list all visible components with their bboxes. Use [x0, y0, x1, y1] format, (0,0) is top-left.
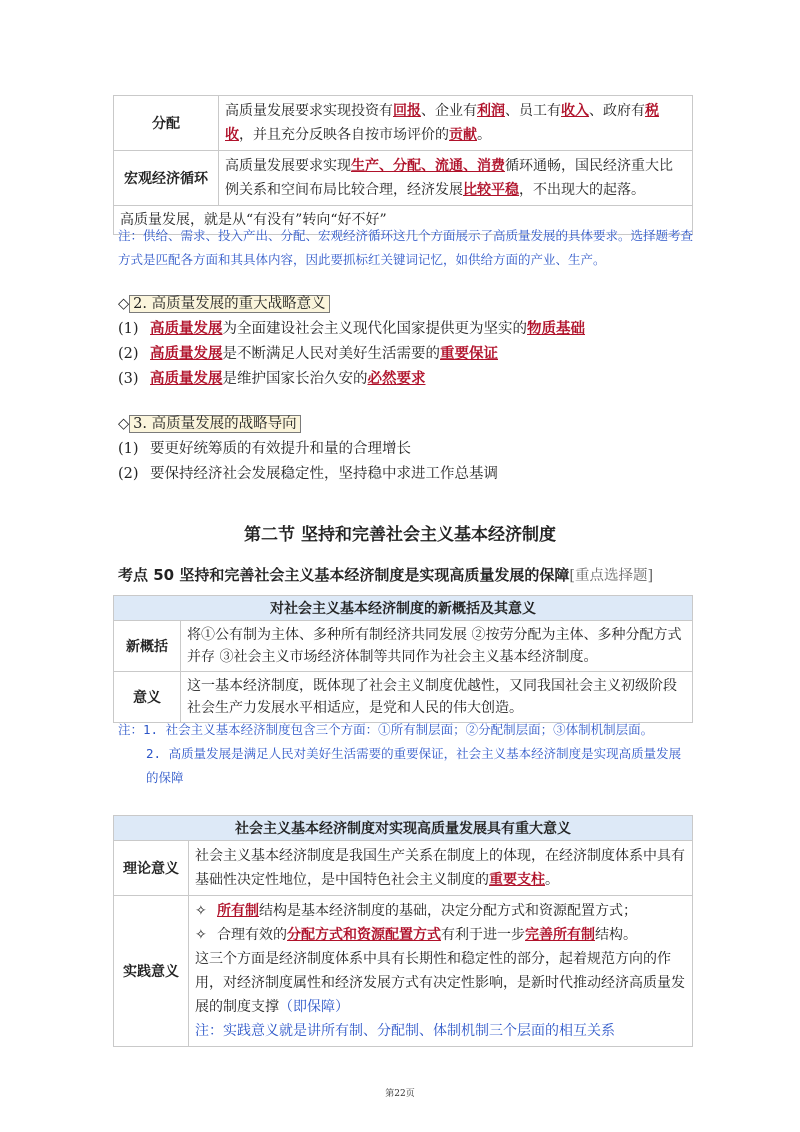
practice-paragraph: 这三个方面是经济制度体系中具有长期性和稳定性的部分，起着规范方向的作用，对经济制度属性和经济发展方式有决定性影响，是新时代推动经济高质量发展的制度支撑（即保障）: [195, 951, 685, 1015]
row-label: 宏观经济循环: [114, 151, 219, 206]
table-row: [114, 96, 693, 151]
table-summary: 高质量发展，就是从“有没有”转向“好不好”: [114, 206, 693, 235]
note-2: [118, 718, 693, 790]
row-content: 高质量发展要求实现生产、分配、流通、消费循环通畅，国民经济重大比例关系和空间布局比较合理，经济发展比较平稳，不出现大的起落。: [219, 151, 693, 206]
row-content: 高质量发展要求实现投资有回报、企业有利润、员工有收入、政府有税收，并且充分反映各自按市场评价的贡献。: [219, 96, 693, 151]
table-row: [114, 151, 693, 206]
row-label: 分配: [114, 96, 219, 151]
section-title-box: 2. 高质量发展的重大战略意义: [129, 295, 329, 313]
note-2-line-2: 2. 高质量发展是满足人民对美好生活需要的重要保证，社会主义基本经济制度是实现高质量发展的保障: [146, 746, 682, 785]
row-label: 实践意义: [114, 896, 189, 1047]
row-content: [189, 896, 693, 1047]
practice-note: 注：实践意义就是讲所有制、分配制、体制机制三个层面的相互关系: [195, 1023, 615, 1039]
row-label: 新概括: [114, 621, 181, 672]
row-content: 将①公有制为主体、多种所有制经济共同发展 ②按劳分配为主体、多种分配方式并存 ③社会主义市场经济体制等共同作为社会主义基本经济制度。: [181, 621, 693, 672]
kaodian-title: 考点 50 坚持和完善社会主义基本经济制度是实现高质量发展的保障[重点选择题]: [118, 566, 654, 584]
bullet-item: ✧ 合理有效的分配方式和资源配置方式有利于进一步完善所有制结构。: [195, 923, 686, 947]
requirements-table: [113, 95, 693, 235]
note-2-line-1: 注：1. 社会主义基本经济制度包含三个方面：①所有制层面；②分配制层面；③体制机制层面。: [118, 722, 654, 737]
row-content: 社会主义基本经济制度是我国生产关系在制度上的体现，在经济制度体系中具有基础性决定性地位，是中国特色社会主义制度的重要支柱。: [189, 841, 693, 896]
table-row: [114, 896, 693, 1047]
table-row: [114, 621, 693, 672]
section-title-box: 3. 高质量发展的战略导向: [129, 415, 300, 433]
page-number: 第22页: [385, 1089, 415, 1099]
row-content: 这一基本经济制度，既体现了社会主义制度优越性，又同我国社会主义初级阶段社会生产力发展水平相适应，是党和人民的伟大创造。: [181, 672, 693, 723]
list-item: (2) 高质量发展是不断满足人民对美好生活需要的重要保证: [118, 345, 498, 362]
bullet-item: ✧ 所有制结构是基本经济制度的基础，决定分配方式和资源配置方式；: [195, 899, 686, 923]
chapter-title: 第二节 坚持和完善社会主义基本经济制度: [244, 525, 556, 545]
table-row: [114, 672, 693, 723]
diamond-bullet-icon: ✧: [195, 903, 207, 919]
table-header: 社会主义基本经济制度对实现高质量发展具有重大意义: [114, 816, 693, 841]
kaodian-tag: [重点选择题]: [569, 568, 654, 584]
table-header: 对社会主义基本经济制度的新概括及其意义: [114, 596, 693, 621]
new-summary-table: [113, 595, 693, 723]
list-item: (1) 要更好统筹质的有效提升和量的合理增长: [118, 441, 411, 457]
row-label: 理论意义: [114, 841, 189, 896]
diamond-bullet-icon: ✧: [195, 927, 207, 943]
significance-table: [113, 815, 693, 1047]
note-1: 注：供给、需求、投入产出、分配、宏观经济循环这几个方面展示了高质量发展的具体要求。选择题考查方式是匹配各方面和其具体内容，因此要抓标红关键词记忆，如供给方面的产业、生产。: [118, 228, 694, 267]
list-item: (2) 要保持经济社会发展稳定性，坚持稳中求进工作总基调: [118, 466, 498, 482]
section-heading-2: ◇ 2. 高质量发展的重大战略意义: [118, 293, 330, 315]
row-label: 意义: [114, 672, 181, 723]
list-item: (1) 高质量发展为全面建设社会主义现代化国家提供更为坚实的物质基础: [118, 320, 585, 337]
table-row: [114, 841, 693, 896]
list-item: (3) 高质量发展是维护国家长治久安的必然要求: [118, 370, 426, 387]
section-heading-3: ◇ 3. 高质量发展的战略导向: [118, 413, 301, 435]
